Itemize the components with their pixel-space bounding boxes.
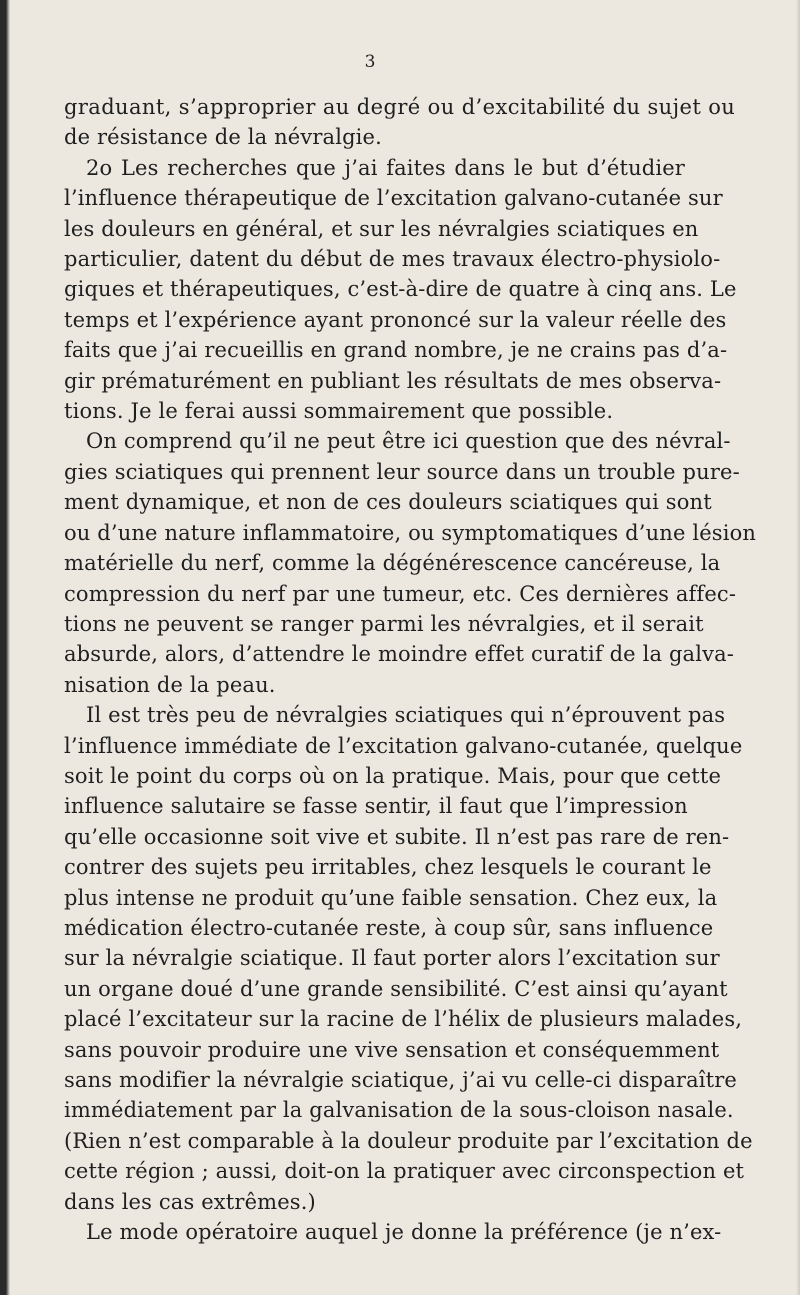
text-line: tions. Je le ferai aussi sommairement que possible.	[64, 399, 614, 424]
text-line: l’influence immédiate de l’excitation galvano-cutanée, quelque	[64, 733, 743, 758]
text-line: graduant, s’approprier au degré ou d’excitabilité du sujet ou	[64, 95, 736, 119]
text-line: un organe doué d’une grande sensibilité. C’est ainsi qu’ayant	[64, 976, 728, 1001]
text-line: compression du nerf par une tumeur, etc. Ces dernières affec-	[64, 581, 737, 606]
text-line: absurde, alors, d’attendre le moindre effet curatif de la galva-	[64, 642, 735, 667]
text-line: Il est très peu de névralgies sciatiques qui n’éprouvent pas	[86, 703, 726, 728]
text-line: cette région ; aussi, doit-on la pratiquer avec circonspection et	[64, 1159, 745, 1184]
text-line: gies sciatiques qui prennent leur source dans un trouble pure-	[64, 459, 740, 484]
text-line: particulier, datent du début de mes travaux électro-physiolo-	[64, 247, 721, 272]
text-line: sur la névralgie sciatique. Il faut porter alors l’excitation sur	[64, 946, 720, 971]
text-line: de résistance de la névralgie.	[64, 125, 382, 150]
text-line: ou d’une nature inflammatoire, ou symptomatiques d’une lésion	[64, 520, 757, 545]
text-line: placé l’excitateur sur la racine de l’hélix de plusieurs malades,	[64, 1007, 743, 1032]
page-right-edge	[796, 0, 800, 1295]
text-line: contrer des sujets peu irritables, chez lesquels le courant le	[64, 855, 712, 880]
text-line: sans modifier la névralgie sciatique, j’ai vu celle-ci disparaître	[64, 1068, 737, 1092]
text-line: faits que j’ai recueillis en grand nombre, je ne crains pas d’a-	[64, 338, 728, 363]
text-line: sans pouvoir produire une vive sensation et conséquemment	[64, 1037, 720, 1062]
text-line: les douleurs en général, et sur les névralgies sciatiques en	[64, 216, 699, 241]
text-line: l’influence thérapeutique de l’excitation galvano-cutanée sur	[64, 186, 723, 211]
page-number: 3	[364, 52, 376, 72]
text-line: immédiatement par la galvanisation de la sous-cloison nasale.	[64, 1098, 734, 1123]
text-line: gir prématurément en publiant les résultats de mes observa-	[64, 368, 722, 393]
text-line: (Rien n’est comparable à la douleur produite par l’excitation de	[64, 1128, 753, 1153]
text-line: dans les cas extrêmes.)	[64, 1189, 316, 1214]
text-line: Le mode opératoire auquel je donne la préférence (je n’ex-	[86, 1220, 722, 1245]
text-line: nisation de la peau.	[64, 672, 276, 697]
text-line: influence salutaire se fasse sentir, il faut que l’impression	[64, 794, 688, 819]
text-line: soit le point du corps où on la pratique. Mais, pour que cette	[64, 763, 722, 788]
text-line: médication électro-cutanée reste, à coup sûr, sans influence	[64, 915, 714, 940]
text-line: temps et l’expérience ayant prononcé sur la valeur réelle des	[64, 307, 727, 332]
page-binding-edge	[0, 0, 10, 1295]
body-text	[64, 92, 757, 1247]
text-line: plus intense ne produit qu’une faible sensation. Chez eux, la	[64, 885, 718, 910]
text-line: On comprend qu’il ne peut être ici question que des névral-	[86, 429, 731, 454]
text-line: giques et thérapeutiques, c’est-à-dire de quatre à cinq ans. Le	[64, 277, 737, 302]
text-line: tions ne peuvent se ranger parmi les névralgies, et il serait	[64, 611, 704, 636]
text-line: matérielle du nerf, comme la dégénérescence cancéreuse, la	[64, 551, 721, 576]
text-line: qu’elle occasionne soit vive et subite. Il n’est pas rare de ren-	[64, 824, 730, 849]
text-line: ment dynamique, et non de ces douleurs sciatiques qui sont	[64, 490, 712, 515]
text-line: 2o Les recherches que j’ai faites dans le but d’étudier	[86, 155, 685, 180]
